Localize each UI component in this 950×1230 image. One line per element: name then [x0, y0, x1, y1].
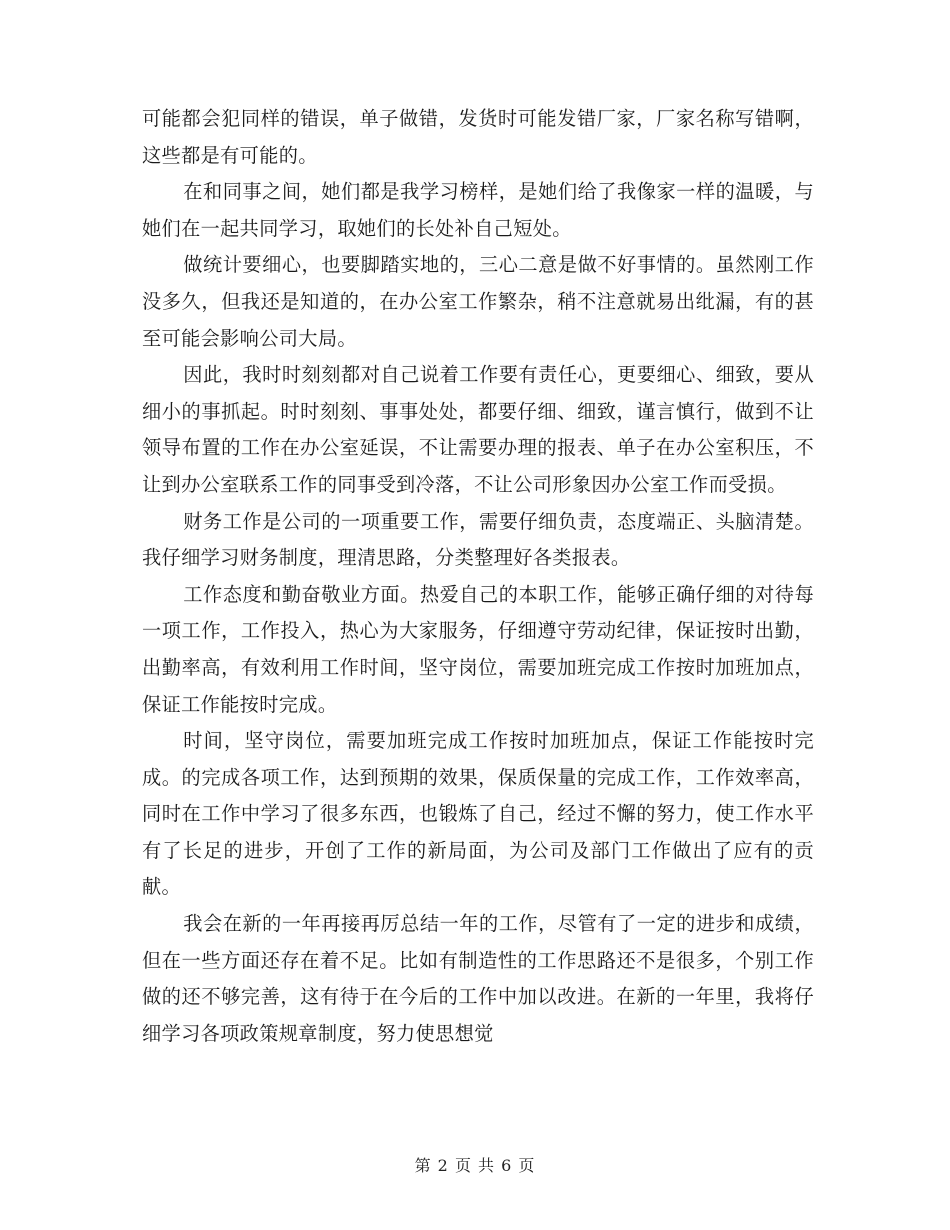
paragraph-4: 因此，我时时刻刻都对自己说着工作要有责任心，更要细心、细致，要从细小的事抓起。时时刻刻、事事处处，都要仔细、细致，谨言慎行，做到不让领导布置的工作在办公室延误，不让需要办理的报表、单子在办公室积压，不让到办公室联系工作的同事受到冷落，不让公司形象因办公室工作而受损。 — [142, 363, 814, 496]
paragraph-7: 时间，坚守岗位，需要加班完成工作按时加班加点，保证工作能按时完成。的完成各项工作，达到预期的效果，保质保量的完成工作，工作效率高，同时在工作中学习了很多东西，也锻炼了自己，经过不懈的努力，使工作水平有了长足的进步，开创了工作的新局面，为公司及部门工作做出了应有的贡献。 — [142, 729, 814, 899]
paragraph-3: 做统计要细心，也要脚踏实地的，三心二意是做不好事情的。虽然刚工作没多久，但我还是知道的，在办公室工作繁杂，稍不注意就易出纰漏，有的甚至可能会影响公司大局。 — [142, 253, 814, 350]
paragraph-1: 可能都会犯同样的错误，单子做错，发货时可能发错厂家，厂家名称写错啊，这些都是有可能的。 — [142, 107, 814, 167]
paragraph-5: 财务工作是公司的一项重要工作，需要仔细负责，态度端正、头脑清楚。我仔细学习财务制度，理清思路，分类整理好各类报表。 — [142, 509, 814, 570]
paragraph-6: 工作态度和勤奋敬业方面。热爱自己的本职工作，能够正确仔细的对待每一项工作，工作投入，热心为大家服务，仔细遵守劳动纪律，保证按时出勤，出勤率高，有效利用工作时间，坚守岗位，需要加班完成工作按时加班加点，保证工作能按时完成。 — [142, 582, 814, 716]
document-body — [142, 101, 814, 1052]
paragraph-2: 在和同事之间，她们都是我学习榜样，是她们给了我像家一样的温暖，与她们在一起共同学习，取她们的长处补自己短处。 — [142, 180, 814, 240]
paragraph-8: 我会在新的一年再接再厉总结一年的工作，尽管有了一定的进步和成绩，但在一些方面还存在着不足。比如有制造性的工作思路还不是很多，个别工作做的还不够完善，这有待于在今后的工作中加以改进。在新的一年里，我将仔细学习各项政策规章制度，努力使思想觉 — [142, 912, 814, 1045]
page-number-footer: 第 2 页 共 6 页 — [414, 1156, 536, 1175]
